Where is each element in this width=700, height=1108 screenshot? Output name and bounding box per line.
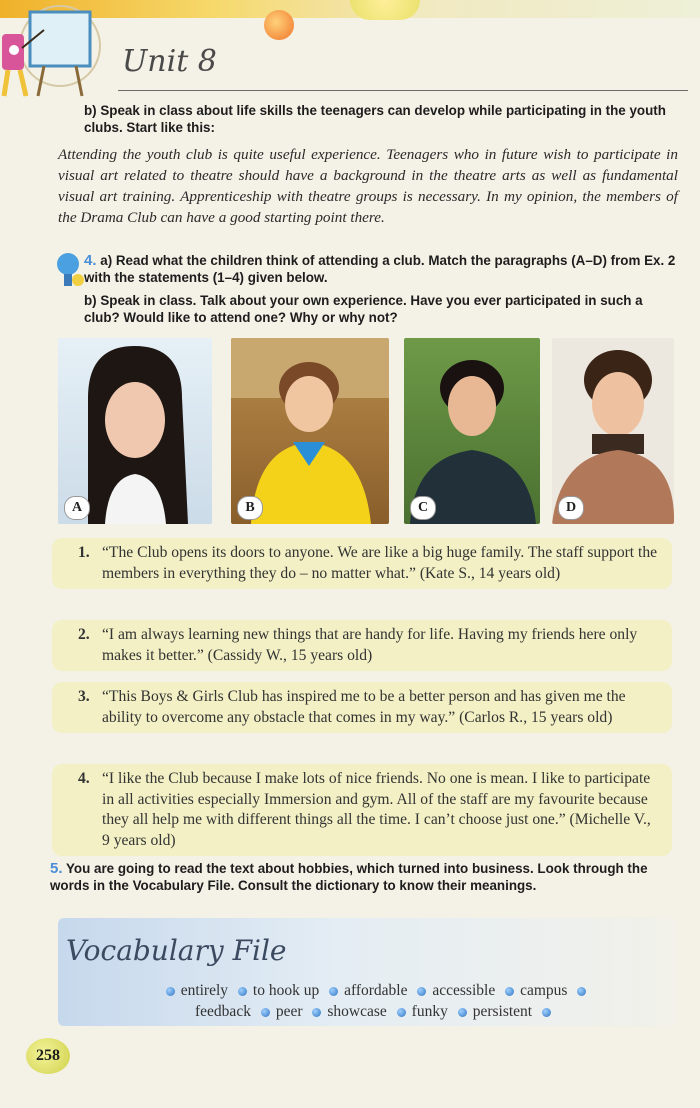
statement-3-text: “This Boys & Girls Club has inspired me to be a better person and has given me the ability to overcome any obstacle that comes in my way.” (Carlos R., 15 years old) xyxy=(102,688,626,726)
bullet-icon xyxy=(542,1008,551,1017)
photo-d xyxy=(552,338,674,524)
vocab-word: to hook up xyxy=(252,982,320,999)
bullet-icon xyxy=(312,1008,321,1017)
ex4-number: 4. xyxy=(84,252,97,269)
vocab-word: accessible xyxy=(432,982,496,999)
statement-3 xyxy=(52,682,672,733)
ex5 xyxy=(50,860,678,894)
bullet-icon xyxy=(397,1008,406,1017)
statement-2 xyxy=(52,620,672,671)
ex4b-sample-text: Attending the youth club is quite useful experience. Teenagers who in future wish to participate in visual art related to theatre should have a background in the theatre arts as well as fundamental visual art training. Apprenticeship with theatre groups is necessary. In my opinion, the members of the Drama Club can have a good starting point there. xyxy=(58,146,678,226)
photo-a xyxy=(58,338,212,524)
photo-b-label: B xyxy=(237,496,263,520)
orange-circle-decoration xyxy=(264,10,294,40)
photo-c-label: C xyxy=(410,496,436,520)
statement-4-number: 4. xyxy=(78,770,90,787)
statement-4-text: “I like the Club because I make lots of nice friends. No one is mean. I like to participate in all activities especially Immersion and gym. All of the staff are my favourite because they all help me with different things all the time. I can’t choose just one.” (Michelle V., 9 years old) xyxy=(102,770,651,849)
photo-a-label: A xyxy=(64,496,90,520)
statement-1-number: 1. xyxy=(78,544,90,561)
vocab-word: entirely xyxy=(180,982,229,999)
photo-d-label: D xyxy=(558,496,584,520)
page-number: 258 xyxy=(26,1038,70,1074)
vocabulary-file-title: Vocabulary File xyxy=(66,934,287,967)
speaking-activity-icon xyxy=(52,250,88,290)
vocab-word: peer xyxy=(275,1003,303,1020)
header-divider xyxy=(118,90,688,91)
ex4-part-a-text: a) Read what the children think of attending a club. Match the paragraphs (A–D) from Ex. 2 with the statements (1–4) given below. xyxy=(84,253,676,285)
bullet-icon xyxy=(166,987,175,996)
unit-logo-icon xyxy=(0,4,110,104)
bullet-icon xyxy=(417,987,426,996)
ex5-number: 5. xyxy=(50,860,63,877)
vocab-word: funky xyxy=(411,1003,448,1020)
vocab-word: feedback xyxy=(195,1003,251,1020)
statement-2-number: 2. xyxy=(78,626,90,643)
photo-c xyxy=(404,338,540,524)
statement-4 xyxy=(52,764,672,856)
ex5-text: You are going to read the text about hobbies, which turned into business. Look through the words in the Vocabulary File. Consult the dictionary to know their meanings. xyxy=(50,861,648,893)
statement-3-number: 3. xyxy=(78,688,90,705)
statement-1 xyxy=(52,538,672,589)
vocab-word: showcase xyxy=(327,1003,387,1020)
vocabulary-word-list xyxy=(96,980,656,1022)
bullet-icon xyxy=(238,987,247,996)
ex4-part-a xyxy=(84,252,676,286)
vocab-word: affordable xyxy=(344,982,408,999)
bullet-icon xyxy=(458,1008,467,1017)
statement-2-text: “I am always learning new things that are handy for life. Having my friends here only makes it better.” (Cassidy W., 15 years old) xyxy=(102,626,638,664)
ex4b-instruction: b) Speak in class about life skills the teenagers can develop while participating in the youth clubs. Start like this: xyxy=(84,103,666,135)
statement-1-text: “The Club opens its doors to anyone. We are like a big huge family. The staff support the members in everything they do – no matter what.” (Kate S., 14 years old) xyxy=(102,544,658,582)
yellow-arc-decoration xyxy=(350,0,420,20)
bullet-icon xyxy=(261,1008,270,1017)
vocab-word: campus xyxy=(520,982,568,999)
ex4-part-b: b) Speak in class. Talk about your own experience. Have you ever participated in such a club? Would like to attend one? Why or why not? xyxy=(84,293,643,325)
bullet-icon xyxy=(329,987,338,996)
bullet-icon xyxy=(505,987,514,996)
vocab-word: persistent xyxy=(472,1003,533,1020)
bullet-icon xyxy=(577,987,586,996)
photo-b xyxy=(231,338,389,524)
unit-title: Unit 8 xyxy=(122,44,217,79)
